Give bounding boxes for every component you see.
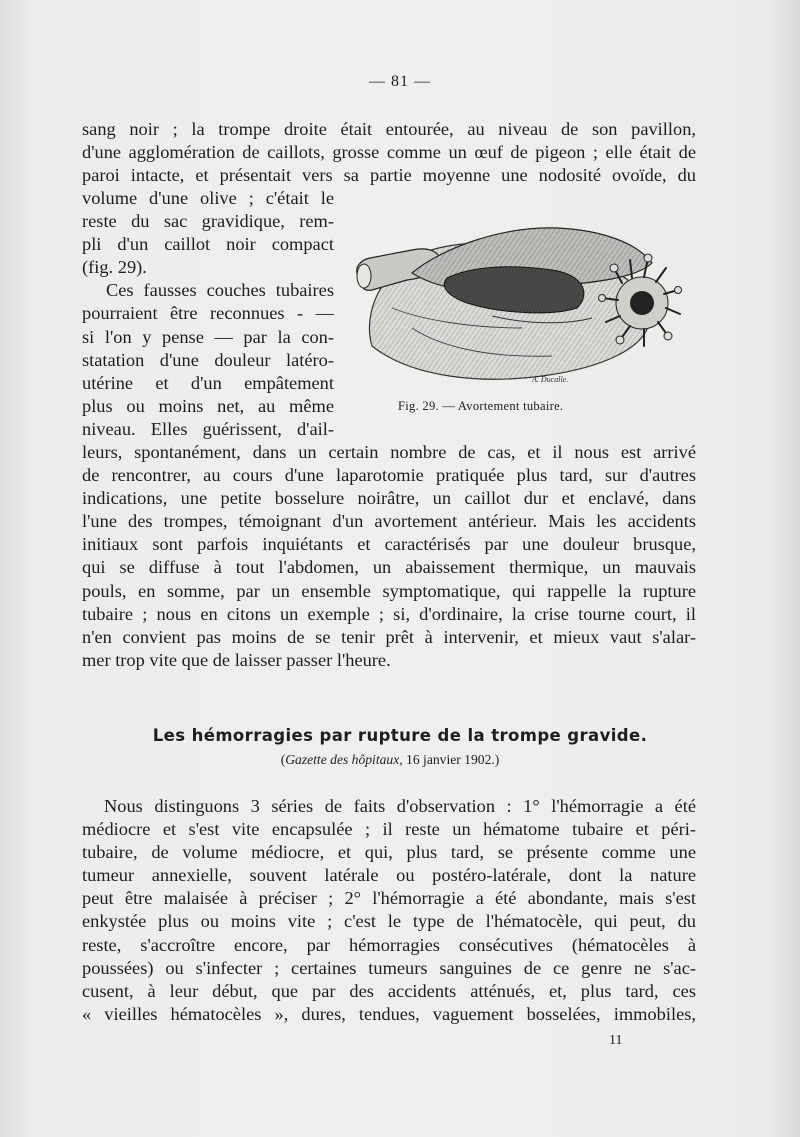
- page-number: — 81 —: [369, 73, 431, 90]
- text-line: Nous distinguons 3 séries de faits d'observation : 1° l'hémorragie a été: [104, 796, 696, 816]
- text-line: paroi intacte, et présentait vers sa partie moyenne une nodosité ovoïde, du: [82, 165, 696, 186]
- text-line: sang noir ; la trompe droite était entourée, au niveau de son pavillon,: [82, 119, 696, 139]
- text-line: n'en convient pas moins de se tenir prêt à intervenir, et mieux vaut s'alar-: [82, 626, 696, 647]
- paragraph-bottom: [82, 795, 696, 1026]
- text-line: mer trop vite que de laisser passer l'heure.: [82, 649, 391, 670]
- paragraph-continued: [82, 441, 696, 672]
- section-source: [0, 752, 780, 768]
- text-line: (fig. 29).: [82, 257, 147, 278]
- text-line: reste, s'accroître encore, par hémorragies consécutives (hématocèles à: [82, 934, 696, 955]
- text-line: statation d'une douleur latéro-: [82, 349, 334, 370]
- text-line: pli d'un caillot noir compact: [82, 234, 334, 255]
- text-line: pourraient être reconnues - —: [82, 303, 334, 324]
- text-line: tubaire ; nous en citons un exemple ; si, d'ordinaire, la crise tourne court, il: [82, 603, 696, 624]
- text-line: tumeur annexielle, souvent latérale ou postéro-latérale, dont la nature: [82, 865, 696, 886]
- figure-tubal-abortion-illustration: [352, 198, 682, 388]
- section-heading: Les hémorragies par rupture de la trompe gravide.: [152, 726, 648, 745]
- text-line: enkystée plus ou moins vite ; c'est le type de l'hématocèle, qui peut, du: [82, 911, 696, 932]
- figure-caption: Fig. 29. — Avortement tubaire.: [398, 399, 564, 413]
- paragraph-wrapped-left: [82, 187, 334, 441]
- text-line: utérine et d'un empâtement: [82, 372, 334, 393]
- text-line: initiaux sont parfois inquiétants et caractérisés par une douleur brusque,: [82, 534, 696, 555]
- text-line: niveau. Elles guérissent, d'ail-: [82, 418, 334, 439]
- source-date: 16 janvier 1902.): [406, 752, 500, 767]
- text-line: leurs, spontanément, dans un certain nombre de cas, et il nous est arrivé: [82, 442, 696, 462]
- text-line: Ces fausses couches tubaires: [106, 280, 334, 301]
- text-line: « vieilles hématocèles », dures, tendues, vaguement bosselées, immobiles,: [82, 1003, 696, 1024]
- text-line: plus ou moins net, au même: [82, 395, 334, 416]
- text-line: pouls, en somme, par un ensemble symptomatique, qui rappelle la rupture: [82, 580, 696, 601]
- source-open-paren: (: [280, 752, 286, 767]
- text-line: de rencontrer, au cours d'une laparotomie pratiquée plus tard, sur d'autres: [82, 465, 696, 486]
- text-line: médiocre et s'est vite encapsulée ; il reste un hématome tubaire et péri-: [82, 819, 696, 840]
- text-line: d'une agglomération de caillots, grosse comme un œuf de pigeon ; elle était de: [82, 142, 696, 163]
- text-line: l'une des trompes, témoignant d'un avortement antérieur. Mais les accidents: [82, 511, 696, 532]
- tube-illustration: [352, 198, 682, 388]
- source-journal: Gazette des hôpitaux,: [285, 752, 403, 767]
- text-line: qui se diffuse à tout l'abdomen, un abaissement thermique, un mauvais: [82, 557, 696, 578]
- text-line: si l'on y pense — par la con-: [82, 326, 334, 347]
- text-line: reste du sac gravidique, rem-: [82, 211, 334, 232]
- text-line: volume d'une olive ; c'était le: [82, 188, 334, 208]
- paragraph-top: [82, 118, 696, 187]
- text-line: indications, une petite bosselure noirâtre, un caillot dur et enclavé, dans: [82, 488, 696, 509]
- text-line: cusent, à leur début, que par des accidents atténués, et, plus tard, ces: [82, 980, 696, 1001]
- artist-signature: A. Ducalle.: [532, 375, 569, 384]
- text-line: tubaire, de volume médiocre, et qui, plus tard, se présente comme une: [82, 842, 696, 863]
- printer-signature: 11: [609, 1033, 623, 1048]
- text-line: peut être malaisée à préciser ; 2° l'hémorragie a été abondante, mais s'est: [82, 888, 696, 909]
- text-line: poussées) ou s'infecter ; certaines tumeurs sanguines de ce genre ne s'ac-: [82, 957, 696, 978]
